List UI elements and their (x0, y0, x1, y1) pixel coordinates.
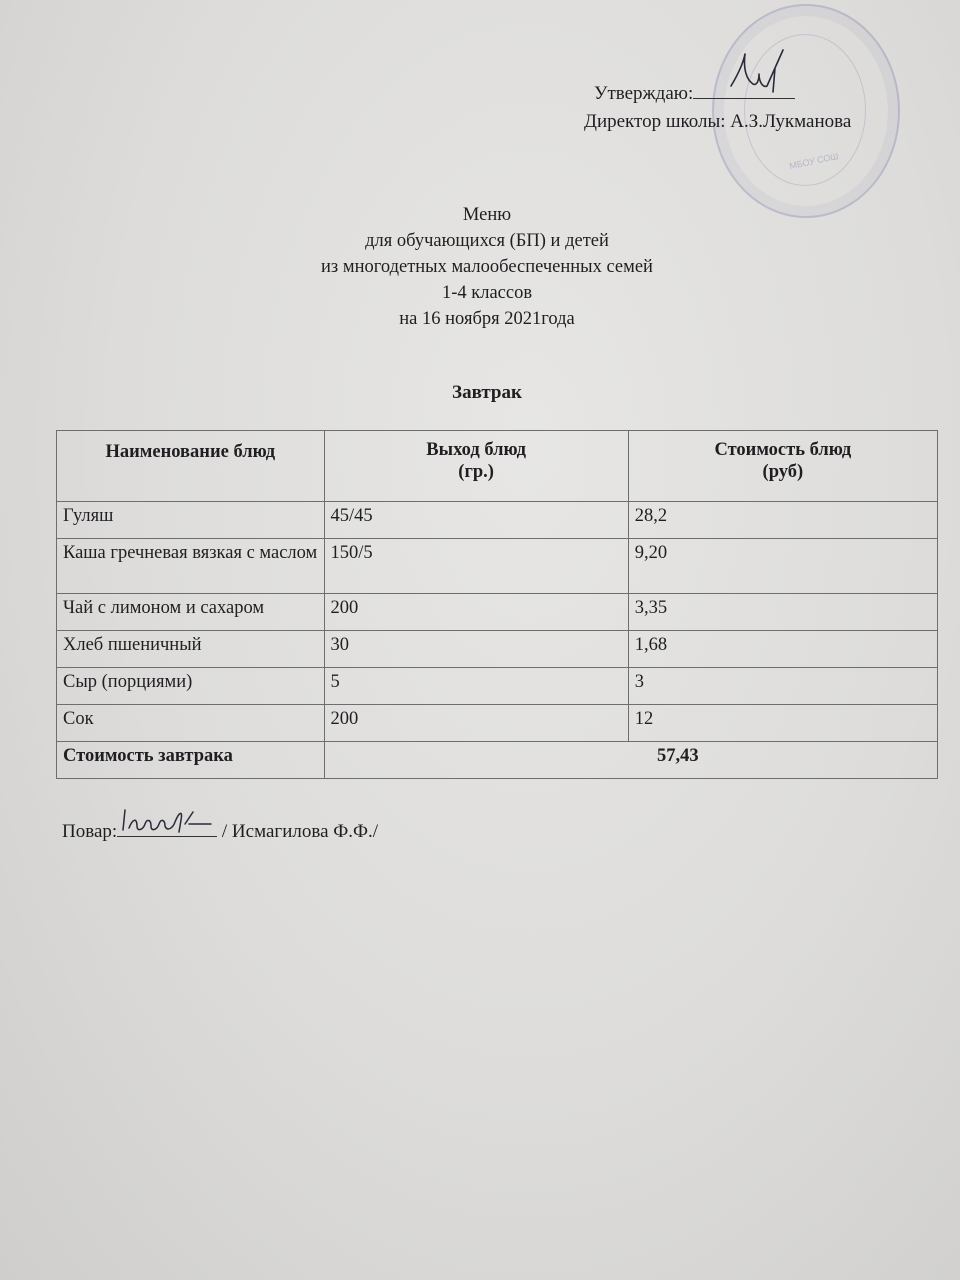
dish-name: Сыр (порциями) (57, 668, 325, 705)
title-line-4: 1-4 классов (441, 283, 533, 303)
title-line-1: Меню (462, 205, 512, 225)
table-row (57, 705, 938, 742)
dish-yield: 30 (324, 631, 628, 668)
dish-cost: 3 (628, 668, 937, 705)
table-row (57, 539, 938, 594)
menu-table (56, 430, 938, 779)
table-row (57, 631, 938, 668)
title-line-2: для обучающихся (БП) и детей (365, 231, 609, 251)
header-cost-line1: Стоимость блюд (714, 440, 852, 460)
dish-yield: 150/5 (324, 539, 628, 594)
dish-cost: 28,2 (628, 502, 937, 539)
table-row (57, 502, 938, 539)
total-row (57, 742, 938, 779)
header-name-label: Наименование блюд (105, 442, 276, 462)
approve-label: Утверждаю: (594, 83, 694, 104)
total-label: Стоимость завтрака (57, 742, 325, 779)
approve-line (584, 80, 851, 108)
header-yield (324, 431, 628, 502)
total-value: 57,43 (324, 742, 937, 779)
header-yield-line2: (гр.) (458, 462, 494, 482)
menu-title (0, 202, 960, 332)
dish-name: Каша гречневая вязкая с маслом (57, 539, 325, 594)
section-title: Завтрак (452, 382, 522, 403)
table-row (57, 668, 938, 705)
dish-cost: 9,20 (628, 539, 937, 594)
header-cost (628, 431, 937, 502)
header-yield-line1: Выход блюд (426, 440, 526, 460)
director-signature-line (693, 80, 795, 99)
header-name (57, 431, 325, 502)
table-header-row (57, 431, 938, 502)
dish-cost: 12 (628, 705, 937, 742)
title-line-5: на 16 ноября 2021года (399, 309, 575, 329)
cook-signature-icon (119, 806, 215, 836)
cook-signature-line (117, 820, 217, 837)
cook-name: / Исмагилова Ф.Ф./ (221, 821, 379, 842)
cook-label: Повар: (62, 821, 118, 842)
cook-block (62, 820, 378, 843)
header-cost-line2: (руб) (762, 462, 804, 482)
title-line-3: из многодетных малообеспеченных семей (321, 257, 653, 277)
dish-yield: 45/45 (324, 502, 628, 539)
dish-name: Чай с лимоном и сахаром (57, 594, 325, 631)
table-row (57, 594, 938, 631)
stamp-text: МБОУ СОШ (788, 150, 840, 172)
director-label: Директор школы: А.З.Лукманова (584, 111, 852, 132)
dish-name: Сок (57, 705, 325, 742)
dish-name: Гуляш (57, 502, 325, 539)
dish-yield: 200 (324, 594, 628, 631)
director-signature-icon (723, 46, 793, 102)
approval-block (584, 80, 851, 136)
dish-cost: 1,68 (628, 631, 937, 668)
dish-yield: 200 (324, 705, 628, 742)
dish-yield: 5 (324, 668, 628, 705)
dish-cost: 3,35 (628, 594, 937, 631)
dish-name: Хлеб пшеничный (57, 631, 325, 668)
